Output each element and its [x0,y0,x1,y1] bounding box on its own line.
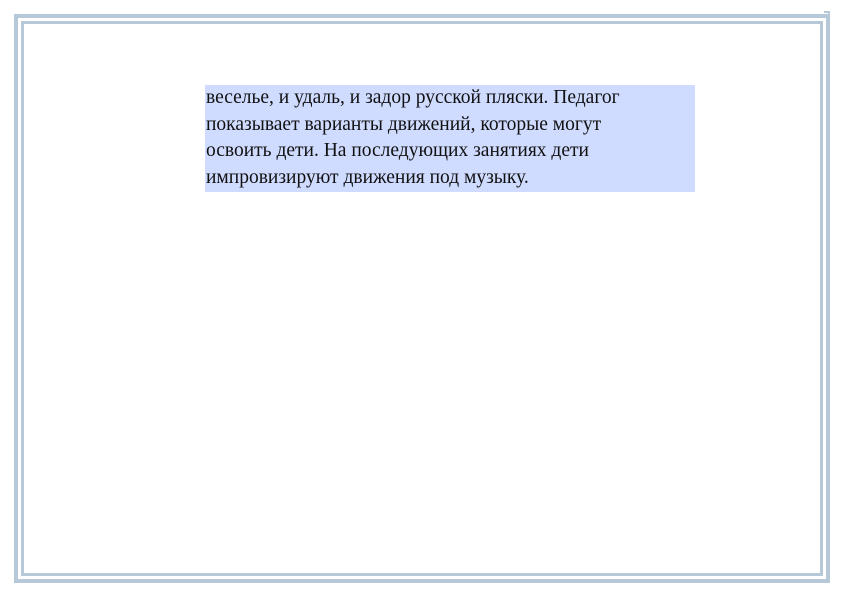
highlighted-paragraph [205,85,695,192]
paragraph-line: импровизируют движения под музыку. [206,166,529,188]
frame-corner-accent [824,11,830,17]
paragraph-line: показывает варианты движений, которые могут [206,113,602,135]
paragraph-line: веселье, и удаль, и задор русской пляски. Педагог [206,87,620,108]
paragraph-line: освоить дети. На последующих занятиях дети [206,140,589,161]
